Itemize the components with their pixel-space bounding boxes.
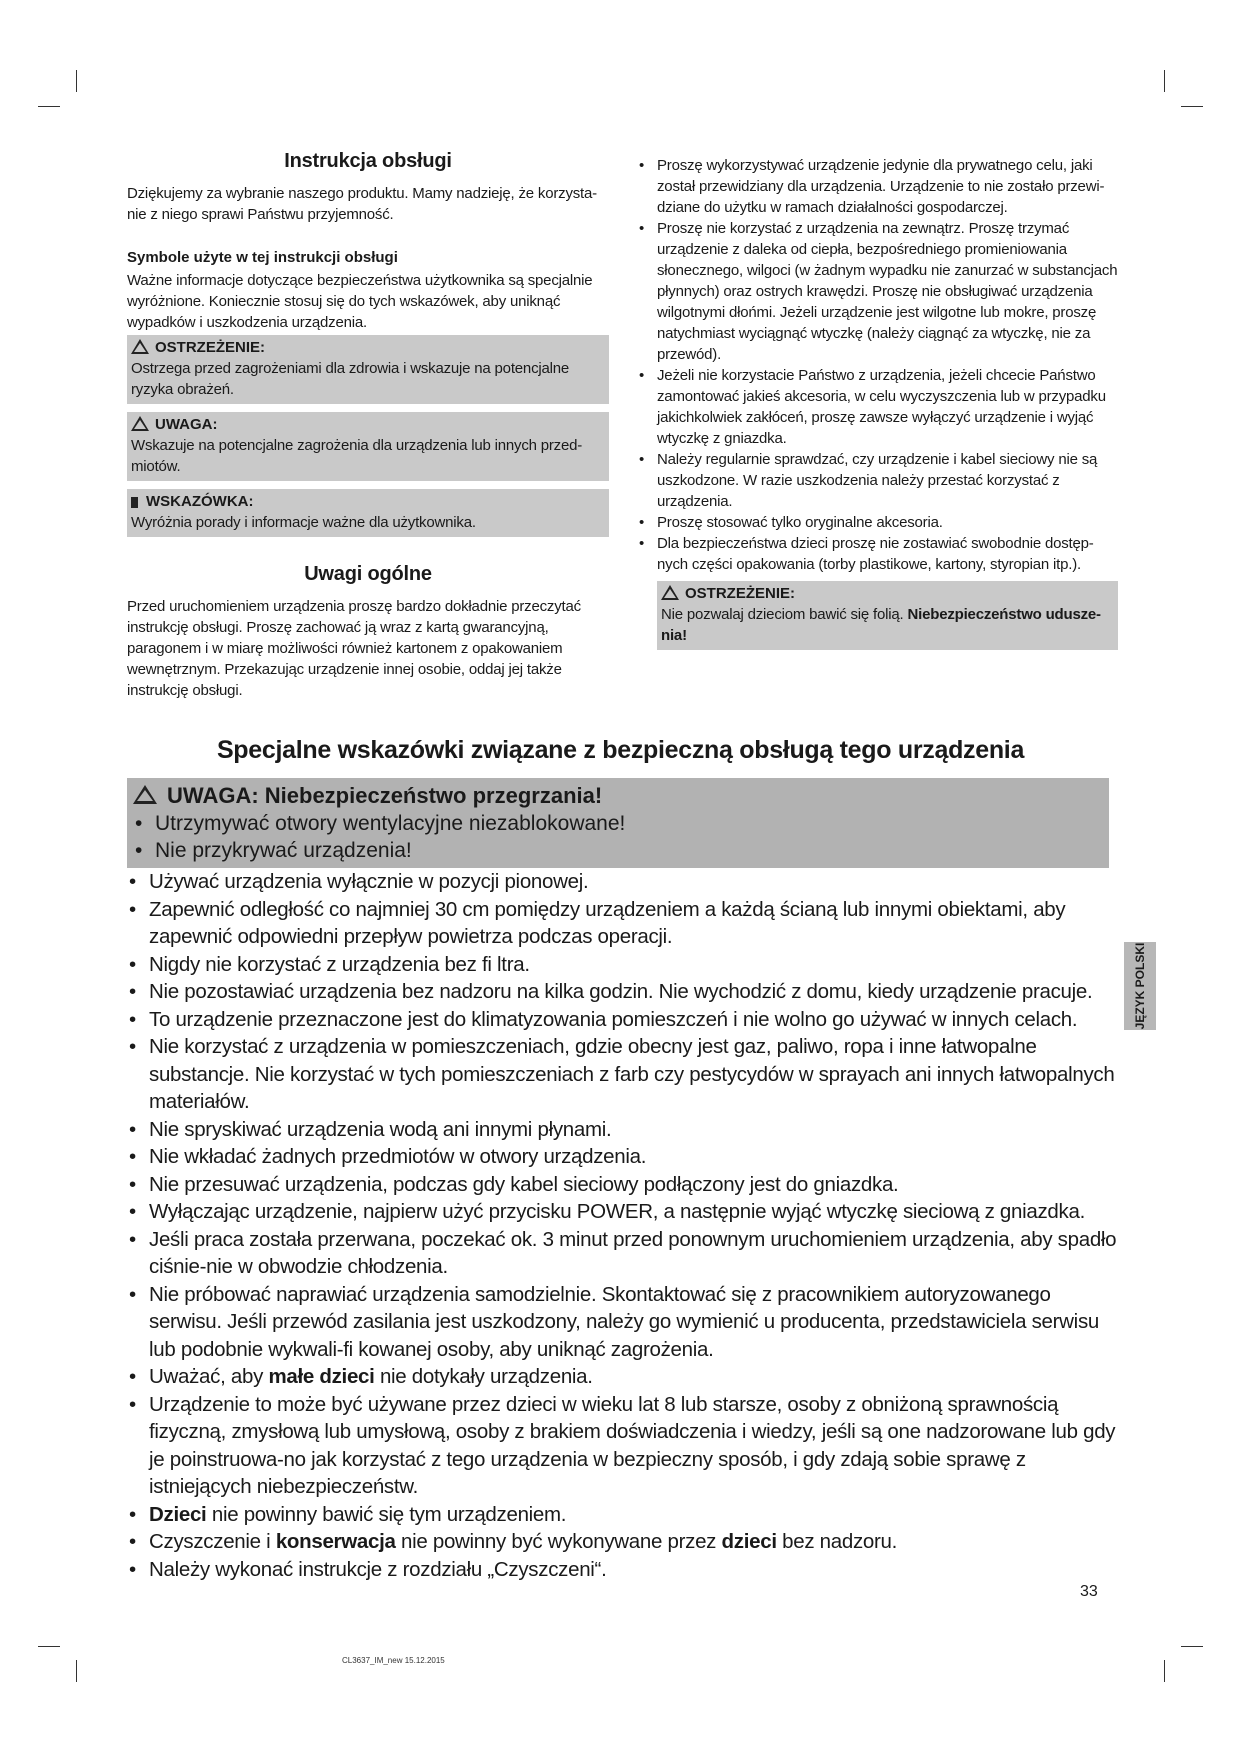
- page-number: 33: [1080, 1583, 1098, 1600]
- crop-mark: [38, 106, 60, 107]
- symbols-heading: Symbole użyte w tej instrukcji obsługi: [127, 249, 398, 266]
- list-item: • Dzieci nie powinny bawić się tym urządzeniem.: [127, 1501, 1117, 1529]
- crop-mark: [38, 1646, 60, 1647]
- general-text: Przed uruchomieniem urządzenia proszę bardzo dokładnie przeczytać instrukcję obsługi. Proszę zachować ją wraz z kartą gwarancyjną, paragonem i w miarę możliwości również kartonem z opakowaniem wewnętrznym. Przekazując urządzenie innej osobie, oddaj jej także instrukcję obsługi.: [127, 598, 581, 699]
- crop-mark: [1181, 106, 1203, 107]
- overheating-caution-title: UWAGA: Niebezpieczeństwo przegrzania!: [133, 782, 1103, 810]
- caution-box-text: Wskazuje na potencjalne zagrożenia dla urządzenia lub innych przed-miotów.: [131, 437, 583, 475]
- list-item: • Nie wkładać żadnych przedmiotów w otwory urządzenia.: [127, 1143, 1117, 1171]
- crop-mark: [1181, 1646, 1203, 1647]
- list-item: • Proszę stosować tylko oryginalne akcesoria.: [636, 512, 1118, 533]
- warning-icon: [661, 585, 679, 600]
- left-column: [127, 150, 609, 701]
- caution-box-title: UWAGA:: [131, 414, 605, 435]
- crop-mark: [76, 1660, 77, 1682]
- crop-mark: [1164, 70, 1165, 92]
- list-item: • To urządzenie przeznaczone jest do klimatyzowania pomieszczeń i nie wolno go używać w innych celach.: [127, 1006, 1117, 1034]
- list-item: • Wyłączając urządzenie, najpierw użyć przycisku POWER, a następnie wyjąć wtyczkę sieciową z gniazdka.: [127, 1198, 1117, 1226]
- list-item: • Nie pozostawiać urządzenia bez nadzoru na kilka godzin. Nie wychodzić z domu, kiedy urządzenie pracuje.: [127, 978, 1117, 1006]
- caution-item: • Utrzymywać otwory wentylacyjne niezablokowane!: [133, 810, 1103, 837]
- footer-code: CL3637_IM_new 15.12.2015: [342, 1656, 445, 1665]
- caution-item: • Nie przykrywać urządzenia!: [133, 837, 1103, 864]
- note-box: [127, 489, 609, 537]
- language-tab: [1124, 942, 1156, 1030]
- list-item: • Czyszczenie i konserwacja nie powinny być wykonywane przez dzieci bez nadzoru.: [127, 1528, 1117, 1556]
- list-item: • Nie spryskiwać urządzenia wodą ani innymi płynami.: [127, 1116, 1117, 1144]
- crop-mark: [76, 70, 77, 92]
- note-box-title: WSKAZÓWKA:: [131, 491, 605, 512]
- list-item: • Proszę nie korzystać z urządzenia na zewnątrz. Proszę trzymać urządzenie z daleka od ciepła, bezpośredniego promieniowania słonecznego, wilgoci (w żadnym wypadku nie zanurzać w substancjach płynnych) oraz ostrych krawędzi. Proszę nie obsługiwać urządzenia wilgotnymi dłońmi. Jeżeli urządzenie jest wilgotne lub mokre, proszę natychmiast wyciągnąć wtyczkę (należy ciągnąć za wtyczkę, nie za przewód).: [636, 218, 1118, 365]
- overheating-caution-box: [127, 778, 1109, 868]
- symbols-text: Ważne informacje dotyczące bezpieczeństwa użytkownika są specjalnie wyróżnione. Koniecznie stosuj się do tych wskazówek, aby uniknąć wypadków i uszkodzenia urządzenia.: [127, 272, 593, 331]
- special-safety-list: [127, 868, 1117, 1583]
- list-item: • Używać urządzenia wyłącznie w pozycji pionowej.: [127, 868, 1117, 896]
- warning-box: [127, 335, 609, 404]
- caution-icon: [131, 416, 149, 431]
- suffocation-warning-box: [657, 581, 1118, 650]
- warning-box-title: OSTRZEŻENIE:: [661, 583, 1114, 604]
- general-safety-list: [636, 155, 1118, 575]
- right-column: [636, 155, 1118, 650]
- caution-box: [127, 412, 609, 481]
- list-item: • Nie korzystać z urządzenia w pomieszczeniach, gdzie obecny jest gaz, paliwo, ropa i inne łatwopalne substancje. Nie korzystać w tych pomieszczeniach z farb czy pestycydów w sprayach ani innych łatwopalnych materiałów.: [127, 1033, 1117, 1116]
- list-item: • Jeżeli nie korzystacie Państwo z urządzenia, jeżeli chcecie Państwo zamontować jakieś akcesoria, w celu wyczyszczenia lub w przypadku jakichkolwiek zakłóceń, proszę zawsze wyłączyć urządzenie i wyjąć wtyczkę z gniazdka.: [636, 365, 1118, 449]
- manual-title: Instrukcja obsługi: [284, 150, 452, 172]
- list-item: • Nie próbować naprawiać urządzenia samodzielnie. Skontaktować się z pracownikiem autoryzowanego serwisu. Jeśli przewód zasilania jest uszkodzony, należy go wymienić u producenta, przedstawiciela serwisu lub podobnie wykwali-fi kowanej osoby, aby uniknąć zagrożenia.: [127, 1281, 1117, 1364]
- caution-icon: [133, 785, 157, 804]
- info-icon: [131, 494, 138, 508]
- list-item: • Uważać, aby małe dzieci nie dotykały urządzenia.: [127, 1363, 1117, 1391]
- list-item: • Należy regularnie sprawdzać, czy urządzenie i kabel sieciowy nie są uszkodzone. W razie uszkodzenia należy przestać korzystać z urządzenia.: [636, 449, 1118, 512]
- warning-icon: [131, 339, 149, 354]
- list-item: • Dla bezpieczeństwa dzieci proszę nie zostawiać swobodnie dostęp-nych części opakowania (torby plastikowe, kartony, styropian itp.).: [636, 533, 1118, 575]
- language-tab-label: JĘZYK POLSKI: [1133, 942, 1147, 1030]
- warning-box-text: Nie pozwalaj dzieciom bawić się folią. Niebezpieczeństwo udusze-nia!: [661, 606, 1101, 644]
- warning-box-text: Ostrzega przed zagrożeniami dla zdrowia i wskazuje na potencjalne ryzyka obrażeń.: [131, 360, 570, 398]
- note-box-text: Wyróżnia porady i informacje ważne dla użytkownika.: [131, 514, 476, 531]
- special-title: Specjalne wskazówki związane z bezpieczną obsługą tego urządzenia: [216, 736, 1025, 764]
- list-item: • Należy wykonać instrukcje z rozdziału „Czyszczeni“.: [127, 1556, 1117, 1584]
- intro-text: Dziękujemy za wybranie naszego produktu. Mamy nadzieję, że korzysta-nie z niego sprawi Państwu przyjemność.: [127, 185, 597, 223]
- crop-mark: [1164, 1660, 1165, 1682]
- general-title: Uwagi ogólne: [304, 563, 432, 585]
- list-item: • Nigdy nie korzystać z urządzenia bez fi ltra.: [127, 951, 1117, 979]
- list-item: • Nie przesuwać urządzenia, podczas gdy kabel sieciowy podłączony jest do gniazdka.: [127, 1171, 1117, 1199]
- list-item: • Jeśli praca została przerwana, poczekać ok. 3 minut przed ponownym uruchomieniem urządzenia, aby spadło ciśnie-nie w obwodzie chłodzenia.: [127, 1226, 1117, 1281]
- list-item: • Urządzenie to może być używane przez dzieci w wieku lat 8 lub starsze, osoby z obniżoną sprawnością fizyczną, zmysłową lub umysłową, osoby z brakiem doświadczenia i wiedzy, jeśli są one nadzorowane lub gdy je poinstruowa-no jak korzystać z tego urządzenia w bezpieczny sposób, i gdy zdają sobie sprawę z istniejących niebezpieczeństw.: [127, 1391, 1117, 1501]
- list-item: • Proszę wykorzystywać urządzenie jedynie dla prywatnego celu, jaki został przewidziany dla urządzenia. Urządzenie to nie zostało przewi-dziane do użytku w ramach działalności gospodarczej.: [636, 155, 1118, 218]
- list-item: • Zapewnić odległość co najmniej 30 cm pomiędzy urządzeniem a każdą ścianą lub innymi obiektami, aby zapewnić odpowiedni przepływ powietrza podczas operacji.: [127, 896, 1117, 951]
- warning-box-title: OSTRZEŻENIE:: [131, 337, 605, 358]
